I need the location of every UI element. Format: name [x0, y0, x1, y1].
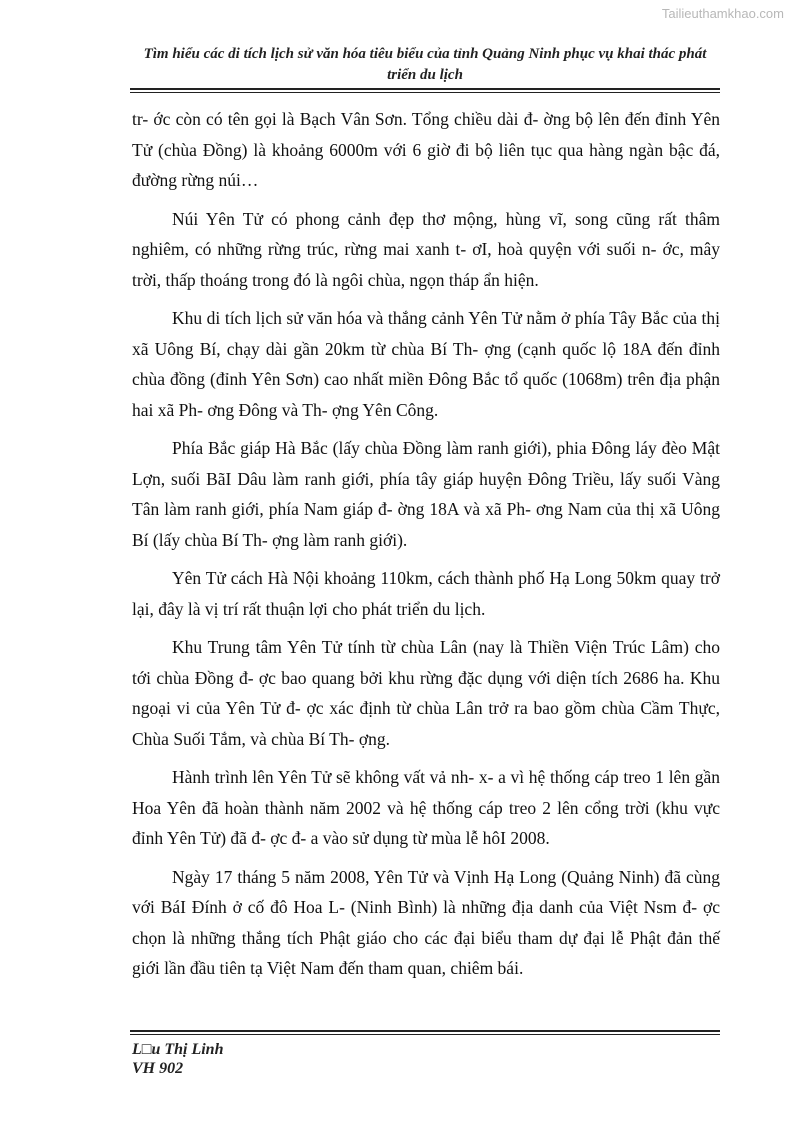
footer-class-code: VH 902 — [132, 1060, 184, 1077]
footer-divider-thin — [130, 1034, 720, 1035]
paragraph: Khu di tích lịch sử văn hóa và thắng cảnh Yên Tử nằm ở phía Tây Bắc của thị xã Uông Bí, chạy dài gần 20km từ chùa Bí Th- ợng (cạnh quốc lộ 18A đến đỉnh chùa đồng (đỉnh Yên Sơn) cao nhất miền Đông Bắc tổ quốc (1068m) trên địa phận hai xã Ph- ơng Đông và Th- ợng Yên Công. — [132, 308, 720, 420]
header-divider-thin — [130, 92, 720, 93]
paragraph: Yên Tử cách Hà Nội khoảng 110km, cách thành phố Hạ Long 50km quay trở lại, đây là vị trí rất thuận lợi cho phát triển du lịch. — [132, 568, 720, 619]
paragraph: Khu Trung tâm Yên Tử tính từ chùa Lân (nay là Thiền Viện Trúc Lâm) cho tới chùa Đồng đ- ợc bao quang bởi khu rừng đặc dụng với diện tích 2686 ha. Khu ngoại vi của Yên Tử đ- ợc xác định từ chùa Lân trở ra bao gồm chùa Cầm Thực, Chùa Suối Tắm, và chùa Bí Th- ợng. — [132, 637, 720, 749]
paragraph: Núi Yên Tử có phong cảnh đẹp thơ mộng, hùng vĩ, song cũng rất thâm nghiêm, có những rừng trúc, rừng mai xanh t- ơI, hoà quyện với suối n- ớc, mây trời, thấp thoáng trong đó là ngôi chùa, ngọn tháp ẩn hiện. — [132, 208, 720, 290]
running-header: Tìm hiểu các di tích lịch sử văn hóa tiêu biểu của tỉnh Quảng Ninh phục vụ khai thác phát triển du lịch — [143, 46, 707, 83]
body-text — [132, 104, 720, 992]
header-divider — [130, 88, 720, 90]
footer-author: L□u Thị Linh — [132, 1041, 224, 1058]
paragraph: Phía Bắc giáp Hà Bắc (lấy chùa Đồng làm ranh giới), phia Đông láy đèo Mật Lợn, suối BãI Dâu làm ranh giới, phía tây giáp huyện Đông Triều, lấy suối Vàng Tân làm ranh giới, phía Nam giáp đ- ờng 18A và xã Ph- ơng Nam của thị xã Uông Bí (lấy chùa Bí Th- ợng làm ranh giới). — [132, 438, 720, 550]
paragraph: Ngày 17 tháng 5 năm 2008, Yên Tử và Vịnh Hạ Long (Quảng Ninh) đã cùng với BáI Đính ở cố đô Hoa L- (Ninh Bình) là những địa danh của Việt Nsm đ- ợc chọn là những thắng tích Phật giáo cho các đại biểu tham dự đại lễ Phật đản thế giới lần đầu tiên tạ Việt Nam đến tham quan, chiêm bái. — [132, 866, 720, 978]
paragraph: tr- ớc còn có tên gọi là Bạch Vân Sơn. Tổng chiều dài đ- ờng bộ lên đến đỉnh Yên Tử (chùa Đồng) là khoảng 6000m với 6 giờ đi bộ liên tục qua hàng ngàn bậc đá, đường rừng núi… — [132, 109, 720, 190]
page-footer — [132, 1040, 223, 1078]
watermark-text: Tailieuthamkhao.com — [661, 6, 784, 21]
paragraph: Hành trình lên Yên Tử sẽ không vất vả nh- x- a vì hệ thống cáp treo 1 lên gần Hoa Yên đã hoàn thành năm 2002 và hệ thống cáp treo 2 lên cổng trời (khu vực đỉnh Yên Tử) đã đ- ợc đ- a vào sử dụng từ mùa lễ hôI 2008. — [132, 767, 720, 848]
footer-divider — [130, 1030, 720, 1032]
